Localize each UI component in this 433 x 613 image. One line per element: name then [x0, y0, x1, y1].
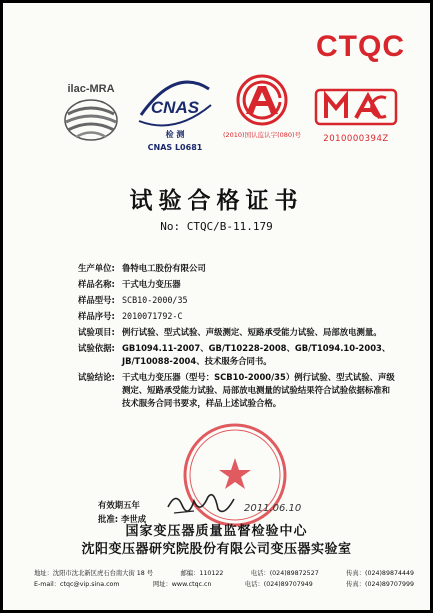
phone: 电话：(024)89872527 [250, 570, 319, 577]
field-row-serial-no [78, 310, 398, 323]
field-row-manufacturer [78, 262, 398, 275]
field-label: 样品序号: [78, 311, 115, 321]
field-label: 样品型号: [78, 295, 115, 305]
field-value: 鲁特电工股份有限公司 [122, 263, 206, 273]
ilac-mra-text: ilac-MRA [67, 83, 115, 95]
certificate-number: No: CTQC/B-11.179 [160, 220, 273, 233]
cnas-logo [135, 75, 215, 153]
field-row-test-items [78, 326, 398, 339]
email: E-mail：ctqc@vip.sina.com [34, 581, 120, 588]
field-label: 生产单位: [78, 263, 115, 273]
contact-row [34, 568, 414, 579]
fax: 传真：(024)89707999 [346, 581, 414, 588]
certificate-title: 试验合格证书 [129, 187, 304, 214]
issuer-line-1: 国家变压器质量监督检验中心 [125, 524, 308, 539]
website: 网址：www.ctqc.cn [152, 581, 212, 588]
approver: 批准: 李世成 [98, 514, 147, 524]
signature-date: 2011.06.10 [244, 503, 302, 514]
issuer-line-2: 沈阳变压器研究院股份有限公司变压器实验室 [81, 542, 352, 557]
field-label: 样品名称: [78, 279, 115, 289]
ctqc-brand: CTQC [316, 30, 405, 63]
fax: 传真：(024)89874449 [346, 570, 414, 577]
ma-logo [312, 84, 400, 144]
handwritten-signature [164, 487, 244, 523]
validity-period: 有效期五年 [98, 500, 140, 510]
cnas-caption-2: CNAS L0681 [147, 143, 203, 152]
phone: 电话：(024)89707949 [244, 581, 313, 588]
field-label: 试验结论: [78, 372, 115, 382]
postcode: 邮编：110122 [180, 570, 224, 577]
ma-caption: 2010000394Z [323, 134, 389, 144]
field-row-sample-name [78, 278, 398, 291]
contact-info [34, 568, 414, 590]
field-label: 试验项目: [78, 327, 115, 337]
contact-row [34, 579, 414, 590]
field-value: 干式电力变压器 [122, 279, 181, 289]
field-label: 试验依据: [78, 343, 115, 353]
field-value: 2010071792-C [122, 311, 183, 321]
field-value: SCB10-2000/35 [122, 295, 188, 305]
field-value: 例行试验、型式试验、声级测定、短路承受能力试验、局部放电测量。 [122, 327, 382, 337]
cnas-caption-1: 检 测 [165, 130, 185, 139]
field-row-conclusion [78, 371, 398, 410]
cma-logo [222, 74, 302, 139]
certificate-fields [78, 262, 398, 413]
ilac-mra-logo [56, 80, 126, 146]
cma-caption: (2010)国认监认字(080)号 [222, 131, 302, 139]
field-row-sample-model [78, 294, 398, 307]
address: 地址：沈阳市沈北新区虎石台南大街 18 号 [34, 570, 154, 577]
field-value: 干式电力变压器（型号：SCB10-2000/35）例行试验、型式试验、声级测定、短路承受能力试验、局部放电测量的试验结果符合试验依据标准和技术服务合同书要求，样品上述试验合格。 [122, 372, 395, 408]
field-row-test-basis [78, 342, 398, 368]
field-value: GB1094.11-2007、GB/T10228-2008、GB/T1094.10-2003、JB/T10088-2004、技术服务合同书。 [122, 343, 391, 366]
cnas-text: CNAS [150, 98, 200, 117]
